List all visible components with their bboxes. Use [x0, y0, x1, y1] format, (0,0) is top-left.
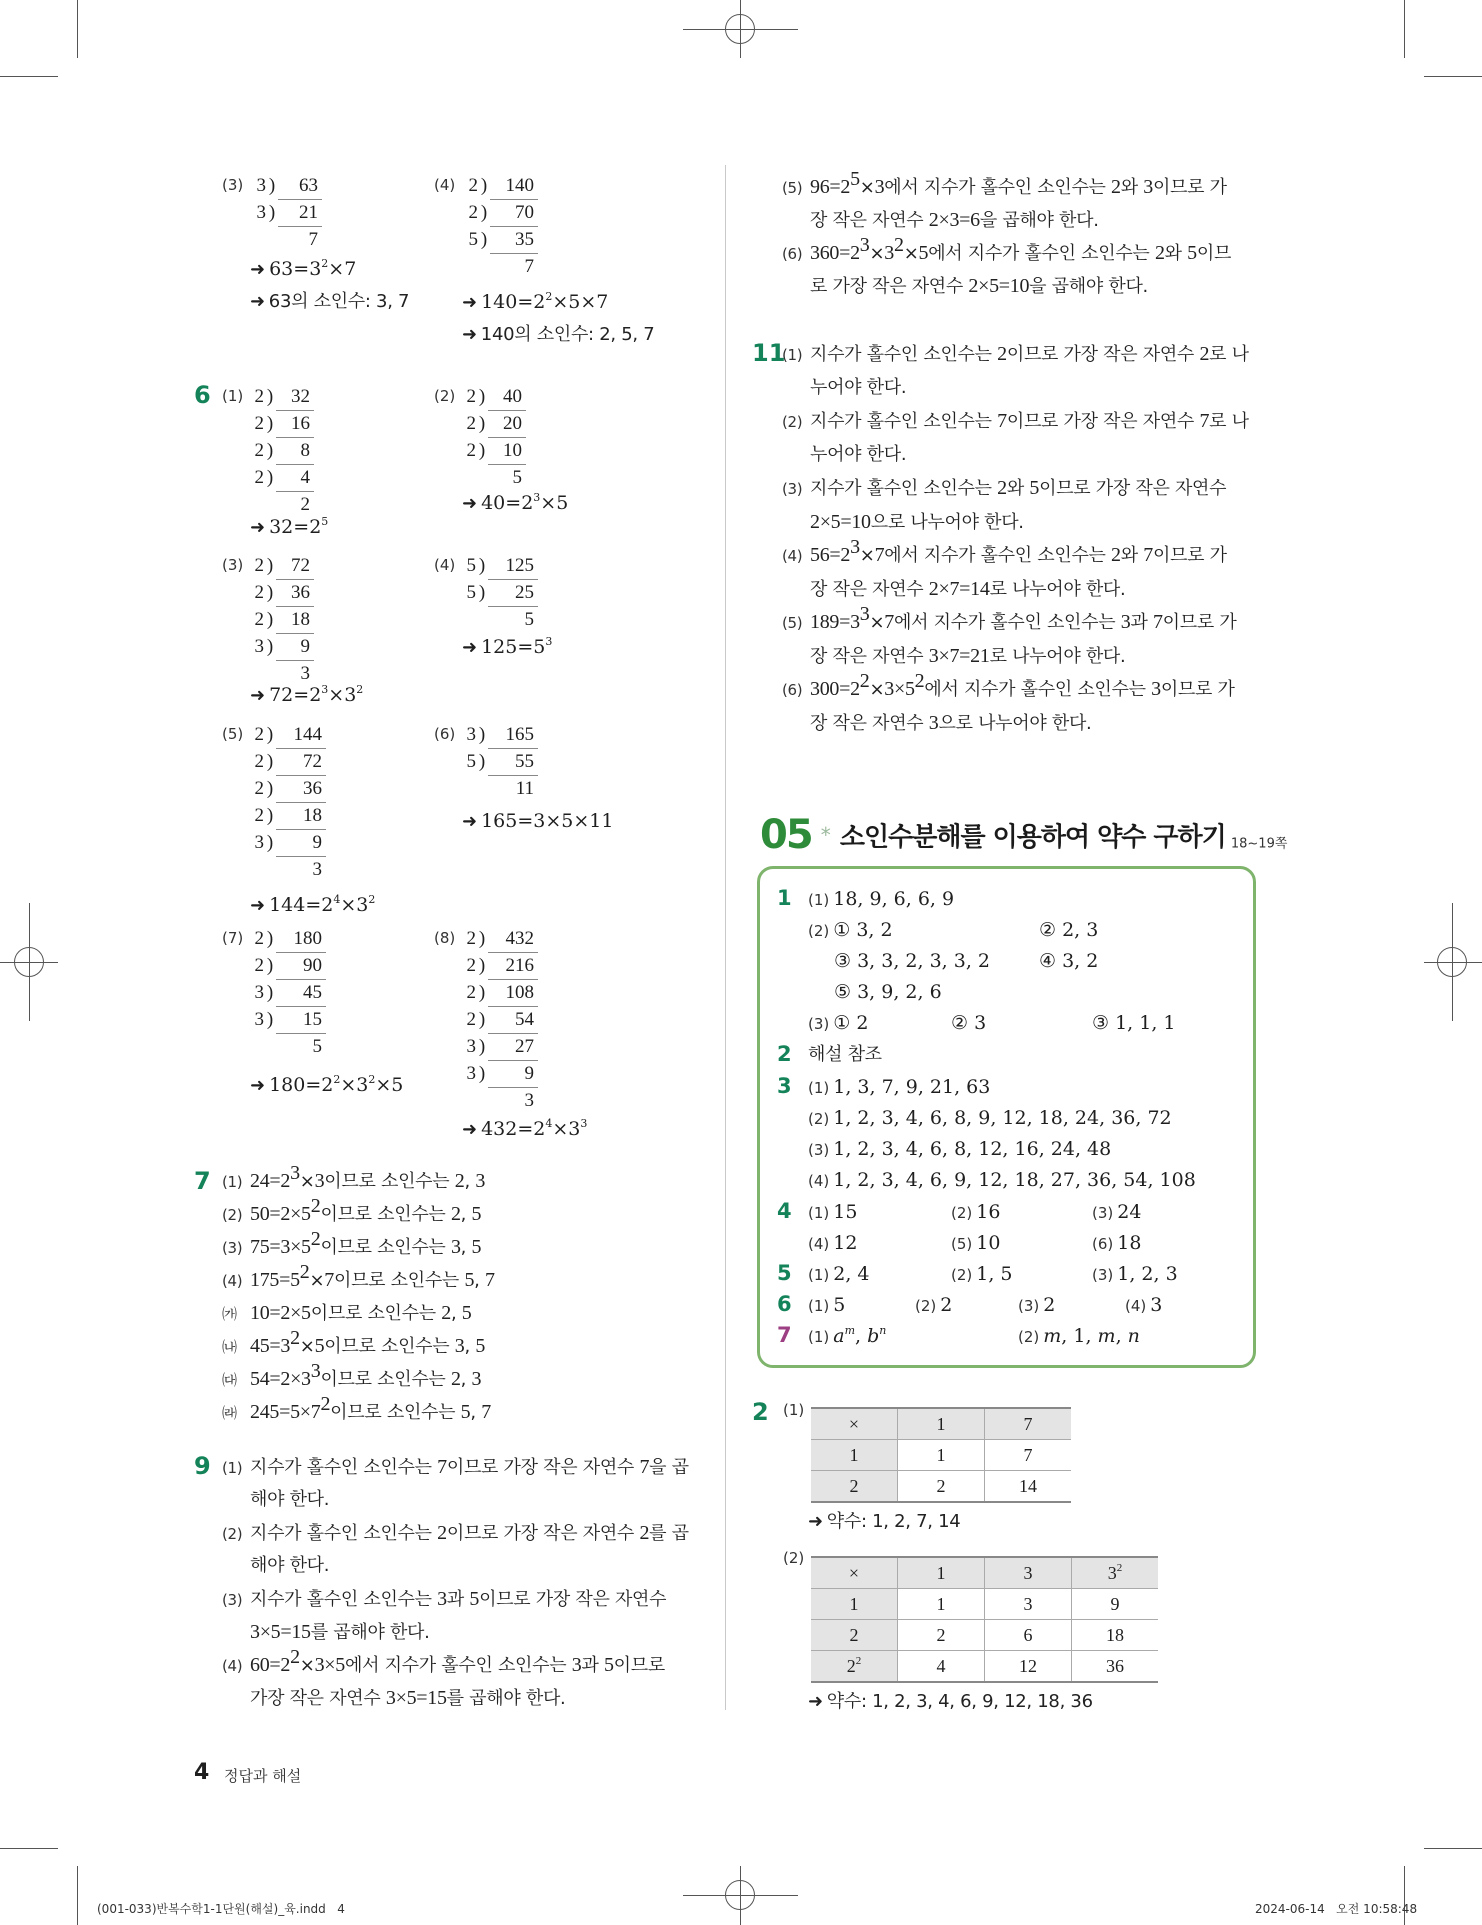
part-label: (1) [783, 1401, 805, 1419]
factorization-result: ➜ $72=2^3\times 3^2$ [250, 683, 364, 706]
table-cell: 2 [898, 1620, 985, 1651]
arrow-icon: ➜ [250, 1075, 266, 1096]
crop-mark-bottom-left-v [77, 1866, 78, 1925]
factorization-result: ➜ $180=2^2\times 3^2\times 5$ [250, 1073, 404, 1096]
division-ladder: 2 ) 432 2 ) 216 2 ) 108 2 ) 54 3 ) 27 3 ) 9 3 [462, 926, 538, 1115]
table-cell: 1 [898, 1408, 985, 1440]
answer-number-1: 1 [777, 886, 792, 910]
factorization-result: ➜ $140=2^2\times 5\times 7$ [462, 290, 609, 313]
table-cell: 7 [985, 1408, 1072, 1440]
answer-line: (6) $300=2^2\times 3\times 5^2$에서 지수가 홀수인 소인수는 3이므로 가 [782, 670, 1235, 700]
item-label: (4) [434, 556, 456, 574]
table-cell: × [811, 1557, 898, 1589]
question-number-11: 11 [752, 339, 786, 367]
answer-line: (2) 지수가 홀수인 소인수는 7이므로 가장 작은 자연수 7로 나 [782, 410, 1249, 432]
table-cell: 7 [985, 1440, 1072, 1471]
factorization-result: ➜ 165=3×5×11 [462, 810, 614, 832]
table-cell: 2 [811, 1471, 898, 1503]
answer-number-6: 6 [777, 1292, 792, 1316]
crop-mark-top-left-h [0, 76, 58, 77]
answer-line: (4) $60=2^2\times 3\times 5$에서 지수가 홀수인 소인수는 3과 5이므로 [222, 1646, 665, 1676]
answer-cell: (2) 1, 5 [951, 1263, 1013, 1285]
item-label: (3) [222, 176, 244, 194]
answer-cell: (1) 5 [808, 1294, 846, 1316]
arrow-icon: ➜ [808, 1511, 823, 1532]
table-cell: 3 [985, 1557, 1072, 1589]
answer-line: (3) 지수가 홀수인 소인수는 3과 5이므로 가장 작은 자연수 [222, 1588, 667, 1610]
table-cell: 1 [811, 1589, 898, 1620]
table-cell: 18 [1072, 1620, 1159, 1651]
table-row [811, 1440, 1071, 1471]
factorization-result: ➜ $40=2^3\times 5$ [462, 491, 569, 514]
answer-number-5: 5 [777, 1261, 792, 1285]
crop-mark-top-right-h [1424, 76, 1482, 77]
arrow-icon: ➜ [462, 493, 478, 514]
table-cell: 2 [811, 1620, 898, 1651]
answer-cell: (3) 2 [1018, 1294, 1056, 1316]
division-ladder: 3 ) 165 5 ) 55 11 [462, 722, 538, 803]
crop-mark-top-left-v [77, 0, 78, 58]
file-name: (001-033)반복수학1-1단원(해설)_육.indd 4 [97, 1902, 345, 1916]
section-header [760, 812, 1287, 858]
item-label: (8) [434, 929, 456, 947]
division-ladder: 2 ) 180 2 ) 90 3 ) 45 3 ) 15 5 [250, 926, 326, 1061]
table-cell: 2 [898, 1471, 985, 1503]
answer-line: ㈎ 10=2×5이므로 소인수는 2, 5 [222, 1302, 472, 1324]
answer-line: 2×5=10으로 나누어야 한다. [810, 510, 1024, 533]
table-cell: 1 [898, 1589, 985, 1620]
table-cell: 4 [898, 1651, 985, 1683]
answer-number-7: 7 [777, 1323, 792, 1347]
divisors-result-1: ➜ 약수: 1, 2, 7, 14 [808, 1511, 961, 1532]
table-cell: $2^2$ [811, 1651, 898, 1683]
answer-cell: (2) 16 [951, 1201, 1001, 1223]
star-icon: * [820, 823, 831, 847]
division-ladder: 3 ) 63 3 ) 21 7 [252, 173, 322, 254]
multiplication-table-2 [811, 1556, 1158, 1683]
crop-mark-bottom-right-h [1424, 1848, 1482, 1849]
page-label: 정답과 해설 [224, 1767, 302, 1785]
item-label: (2) [434, 387, 456, 405]
explanation-number-2: 2 [752, 1398, 769, 1426]
print-timestamp: 2024-06-14 오전 10:58:48 [1255, 1902, 1418, 1916]
answer-cell: (1) 2, 4 [808, 1263, 870, 1285]
answer-line: 누어야 한다. [810, 443, 907, 465]
arrow-icon: ➜ [250, 291, 265, 312]
factorization-result: ➜ $432=2^4\times 3^3$ [462, 1117, 588, 1140]
arrow-icon: ➜ [462, 811, 478, 832]
section-pages: 18~19쪽 [1230, 836, 1288, 852]
arrow-icon: ➜ [462, 1119, 478, 1140]
table-cell: × [811, 1408, 898, 1440]
multiplication-table-1 [811, 1407, 1071, 1503]
prime-factors: ➜ 63의 소인수: 3, 7 [250, 291, 410, 312]
answer-line: (2) 지수가 홀수인 소인수는 2이므로 가장 작은 자연수 2를 곱 [222, 1522, 689, 1544]
part-label: (2) [783, 1549, 805, 1567]
answer-cell: (3) 1, 2, 3 [1092, 1263, 1178, 1285]
table-cell: 9 [1072, 1589, 1159, 1620]
table-row [811, 1620, 1158, 1651]
answer-line: ㈏ $45=3^2\times 5$이므로 소인수는 3, 5 [222, 1327, 486, 1357]
answer-line: (2) $50=2\times 5^2$이므로 소인수는 2, 5 [222, 1195, 482, 1225]
crop-mark-top-right-v [1404, 0, 1405, 58]
answer-line: 가장 작은 자연수 3×5=15를 곱해야 한다. [250, 1687, 566, 1709]
answer-cell: (1) 15 [808, 1201, 858, 1223]
table-cell: $3^2$ [1072, 1557, 1159, 1589]
item-label: (4) [434, 176, 456, 194]
factorization-result: ➜ $63=3^2\times 7$ [250, 257, 357, 280]
answer-line: 3×5=15를 곱해야 한다. [250, 1621, 430, 1643]
answer-line: ㈑ $245=5\times 7^2$이므로 소인수는 5, 7 [222, 1393, 491, 1423]
arrow-icon: ➜ [250, 517, 266, 538]
table-cell: 1 [811, 1440, 898, 1471]
section-badge: 05 [760, 812, 812, 858]
item-label: (3) [222, 556, 244, 574]
arrow-icon: ➜ [250, 259, 266, 280]
answer-line: (2) 1, 2, 3, 4, 6, 8, 9, 12, 18, 24, 36, 72 [808, 1107, 1172, 1129]
division-ladder: 2 ) 72 2 ) 36 2 ) 18 3 ) 9 3 [250, 553, 314, 688]
division-ladder: 2 ) 140 2 ) 70 5 ) 35 7 [464, 173, 538, 281]
answer-line: (3) 1, 2, 3, 4, 6, 8, 12, 16, 24, 48 [808, 1138, 1112, 1160]
factorization-result: ➜ $144=2^4\times 3^2$ [250, 893, 376, 916]
answer-number-2: 2 [777, 1042, 792, 1066]
answer-cell: (3) 24 [1092, 1201, 1142, 1223]
arrow-icon: ➜ [250, 895, 266, 916]
answer-line: (6) $360=2^3\times 3^2\times 5$에서 지수가 홀수인 소인수는 2와 5이므 [782, 234, 1232, 264]
answer-line: 누어야 한다. [810, 376, 907, 398]
answer-line: 장 작은 자연수 3으로 나누어야 한다. [810, 711, 1092, 734]
answer-line: 장 작은 자연수 2×3=6을 곱해야 한다. [810, 209, 1099, 231]
answer-line: (4) $56=2^3\times 7$에서 지수가 홀수인 소인수는 2와 7이므로 가 [782, 536, 1227, 566]
table-cell: 6 [985, 1620, 1072, 1651]
answer-line: 해야 한다. [250, 1489, 330, 1510]
answer-cell: (4) 3 [1125, 1294, 1163, 1316]
crop-mark-bottom-left-h [0, 1848, 58, 1849]
answer-line: ㈐ $54=2\times 3^3$이므로 소인수는 2, 3 [222, 1360, 482, 1390]
question-number-9: 9 [194, 1452, 211, 1480]
arrow-icon: ➜ [808, 1691, 823, 1712]
answer-line: (3) 지수가 홀수인 소인수는 2와 5이므로 가장 작은 자연수 [782, 477, 1227, 499]
answer-line: (1) 지수가 홀수인 소인수는 2이므로 가장 작은 자연수 2로 나 [782, 343, 1249, 365]
arrow-icon: ➜ [250, 685, 266, 706]
item-label: (6) [434, 725, 456, 743]
section-title: 소인수분해를 이용하여 약수 구하기 [839, 822, 1226, 853]
table-row [811, 1651, 1158, 1683]
answer-line: 로 가장 작은 자연수 2×5=10을 곱해야 한다. [810, 275, 1148, 297]
item-label: (1) [222, 387, 244, 405]
table-row [811, 1408, 1071, 1440]
division-ladder: 5 ) 125 5 ) 25 5 [462, 553, 538, 634]
answer-line: (1) 1, 3, 7, 9, 21, 63 [808, 1076, 991, 1098]
division-ladder: 2 ) 40 2 ) 20 2 ) 10 5 [462, 384, 526, 492]
factorization-result: ➜ $32=2^5$ [250, 515, 329, 538]
answer-line: (1) $24=2^3\times 3$이므로 소인수는 2, 3 [222, 1162, 486, 1192]
table-row [811, 1471, 1071, 1503]
answer-line: (5) $189=3^3\times 7$에서 지수가 홀수인 소인수는 3과 7이므로 가 [782, 603, 1237, 633]
answer-number-3: 3 [777, 1074, 792, 1098]
table-cell: 1 [898, 1557, 985, 1589]
arrow-icon: ➜ [462, 324, 477, 345]
table-cell: 1 [898, 1440, 985, 1471]
answer-number-4: 4 [777, 1199, 792, 1223]
table-cell: 14 [985, 1471, 1072, 1503]
factorization-result: ➜ $125=5^3$ [462, 635, 553, 658]
answer-cell: (4) 12 [808, 1232, 858, 1254]
answer-line: (4) $175=5^2\times 7$이므로 소인수는 5, 7 [222, 1261, 495, 1291]
answer-cell: (5) 10 [951, 1232, 1001, 1254]
answer-line: (1) 지수가 홀수인 소인수는 7이므로 가장 작은 자연수 7을 곱 [222, 1456, 689, 1478]
divisors-result-2: ➜ 약수: 1, 2, 3, 4, 6, 9, 12, 18, 36 [808, 1691, 1093, 1712]
answer-line: 해야 한다. [250, 1555, 330, 1576]
table-cell: 3 [985, 1589, 1072, 1620]
answer-line: 장 작은 자연수 2×7=14로 나누어야 한다. [810, 577, 1126, 600]
table-row [811, 1589, 1158, 1620]
answer-line: 장 작은 자연수 3×7=21로 나누어야 한다. [810, 644, 1126, 667]
arrow-icon: ➜ [462, 637, 478, 658]
item-label: (5) [222, 725, 244, 743]
answer-cell: (6) 18 [1092, 1232, 1142, 1254]
division-ladder: 2 ) 144 2 ) 72 2 ) 36 2 ) 18 3 ) 9 3 [250, 722, 326, 884]
item-label: (7) [222, 929, 244, 947]
answer-line: (4) 1, 2, 3, 4, 6, 9, 12, 18, 27, 36, 54, 108 [808, 1169, 1196, 1191]
column-divider [725, 165, 726, 1710]
question-number-7: 7 [194, 1167, 211, 1195]
answer-cell: (2) 2 [915, 1294, 953, 1316]
answer-line: (3) $75=3\times 5^2$이므로 소인수는 3, 5 [222, 1228, 482, 1258]
page-number: 4 [194, 1760, 210, 1785]
answer-line: (5) $96=2^5\times 3$에서 지수가 홀수인 소인수는 2와 3이므로 가 [782, 168, 1227, 198]
table-cell: 12 [985, 1651, 1072, 1683]
question-number-6: 6 [194, 381, 211, 409]
division-ladder: 2 ) 32 2 ) 16 2 ) 8 2 ) 4 2 [250, 384, 314, 519]
table-cell: 36 [1072, 1651, 1159, 1683]
table-row [811, 1557, 1158, 1589]
prime-factors: ➜ 140의 소인수: 2, 5, 7 [462, 324, 655, 345]
arrow-icon: ➜ [462, 292, 478, 313]
